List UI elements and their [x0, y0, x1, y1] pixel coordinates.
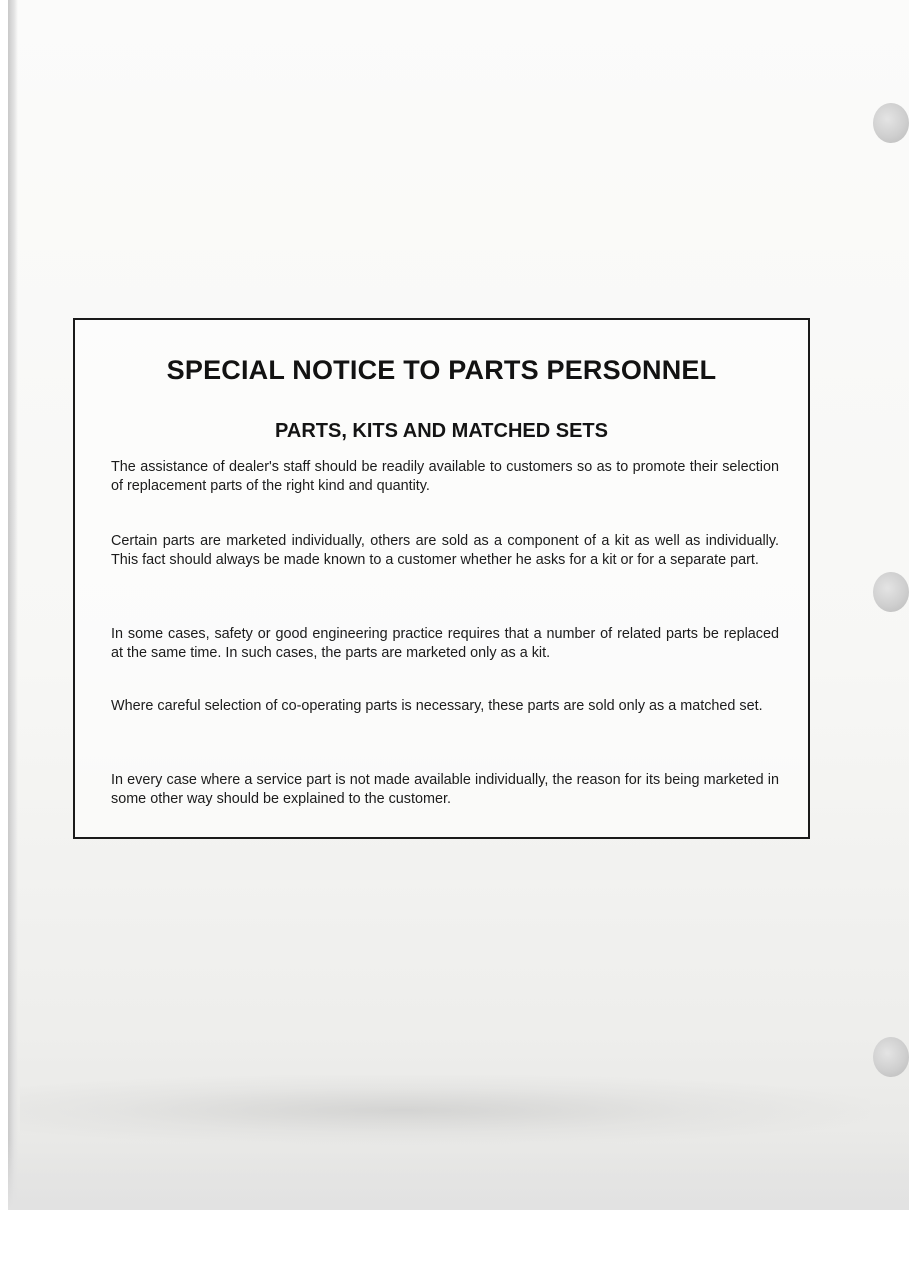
binder-hole-top: [873, 103, 909, 143]
page-edge-shadow: [8, 0, 18, 1210]
bleed-through-smudge: [20, 1075, 870, 1145]
notice-paragraph: In some cases, safety or good engineering practice requires that a number of related parts be replaced at the same time. In such cases, the parts are marketed only as a kit.: [111, 626, 779, 661]
notice-paragraph: Certain parts are marketed individually, others are sold as a component of a kit as well as individually. This fact should always be made known to a customer whether he asks for a kit or for a separate part.: [111, 533, 779, 568]
notice-paragraph: Where careful selection of co-operating parts is necessary, these parts are sold only as a matched set.: [111, 698, 763, 714]
notice-paragraph: The assistance of dealer's staff should be readily available to customers so as to promote their selection of replacement parts of the right kind and quantity.: [111, 459, 779, 494]
notice-title: SPECIAL NOTICE TO PARTS PERSONNEL: [166, 355, 717, 385]
notice-box: [73, 318, 810, 839]
binder-hole-bottom: [873, 1037, 909, 1077]
binder-hole-middle: [873, 572, 909, 612]
notice-subtitle: PARTS, KITS AND MATCHED SETS: [275, 420, 608, 442]
page-bottom-shadow: [8, 1140, 909, 1210]
notice-paragraph: In every case where a service part is not made available individually, the reason for its being marketed in some other way should be explained to the customer.: [111, 772, 779, 807]
